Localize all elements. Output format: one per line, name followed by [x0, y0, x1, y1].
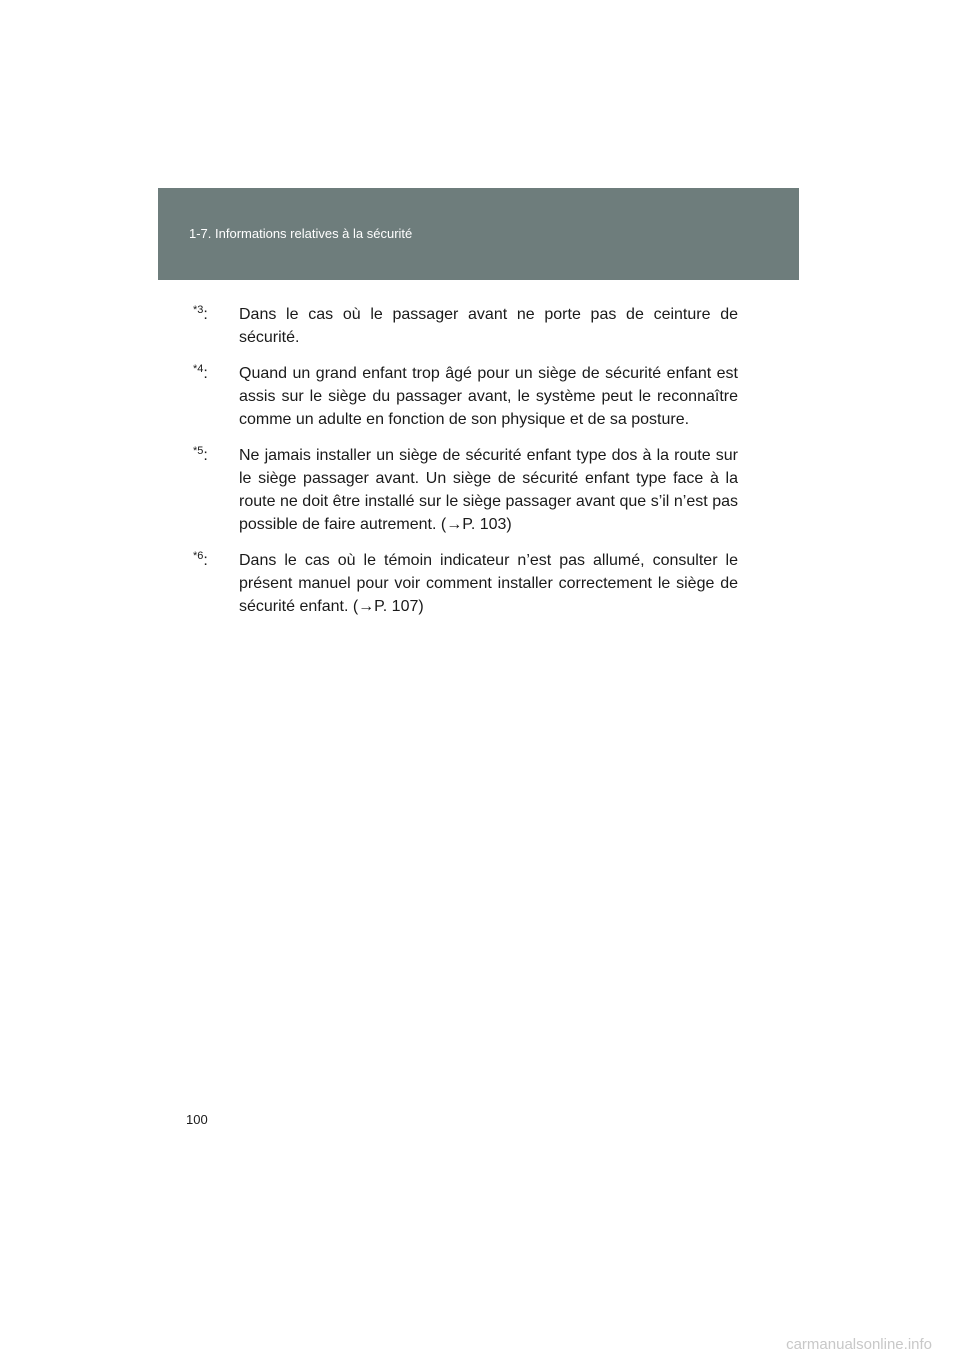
watermark: carmanualsonline.info — [786, 1336, 932, 1353]
footnote-item — [193, 362, 738, 431]
footnote-list — [193, 303, 738, 631]
section-header-band — [158, 188, 799, 280]
section-title: 1-7. Informations relatives à la sécurité — [189, 226, 413, 241]
footnote-item — [193, 303, 738, 349]
page-number: 100 — [186, 1112, 208, 1127]
footnote-marker: $^{*3}$: — [193, 304, 208, 323]
footnote-marker: $^{*6}$: — [193, 550, 208, 569]
footnote-text: Dans le cas où le passager avant ne porte pas de ceinture de sécurité. — [239, 306, 738, 346]
footnote-text: Dans le cas où le témoin indicateur n’est pas allumé, consulter le présent manuel pour voir comment installer correctement le siège de sécurité enfant. (→P. 107) — [239, 552, 738, 615]
footnote-marker: $^{*5}$: — [193, 445, 208, 464]
footnote-text: Quand un grand enfant trop âgé pour un siège de sécurité enfant est assis sur le siège du passager avant, le système peut le reconnaître comme un adulte en fonction de son physique et de sa posture. — [239, 365, 738, 428]
footnote-item — [193, 444, 738, 536]
footnote-item — [193, 549, 738, 618]
footnote-marker: $^{*4}$: — [193, 363, 208, 382]
footnote-text: Ne jamais installer un siège de sécurité enfant type dos à la route sur le siège passager avant. Un siège de sécurité enfant type face à la route ne doit être installé sur le siège passager avant que s’il n’est pas possible de faire autrement. (→P. 103) — [239, 447, 738, 533]
